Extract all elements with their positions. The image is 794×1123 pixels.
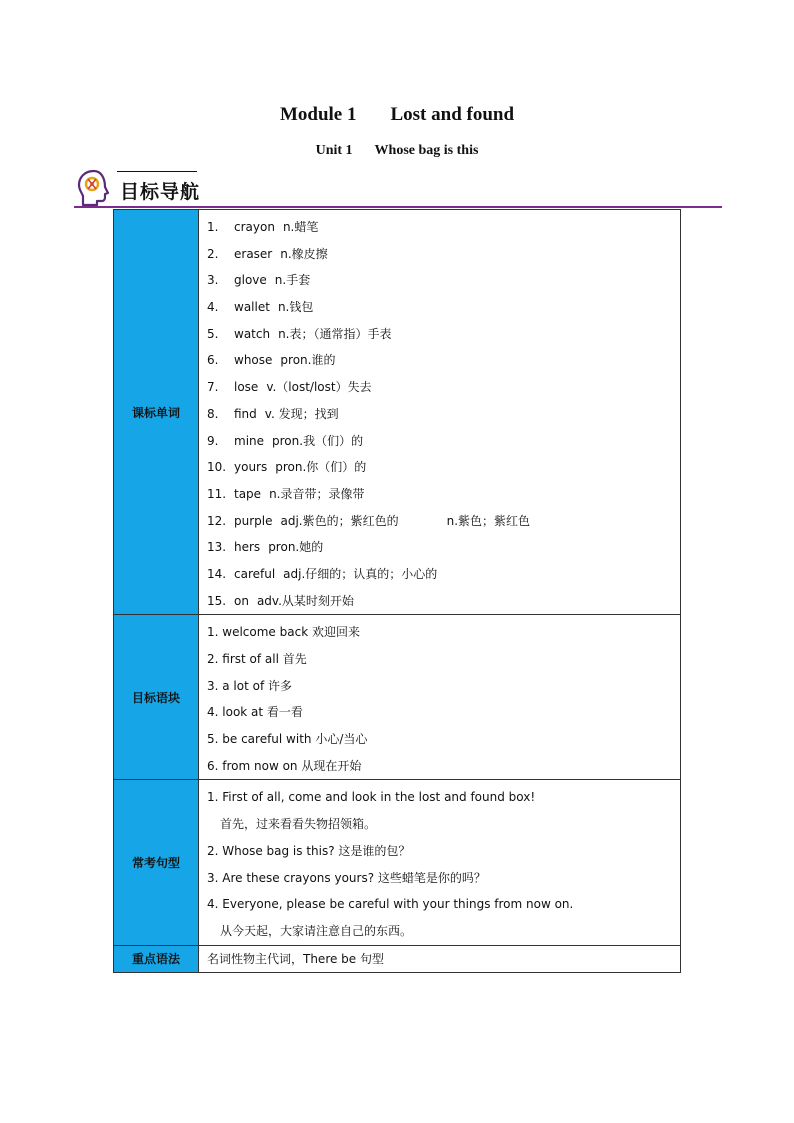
- list-item: 4. wallet n.钱包: [207, 300, 314, 315]
- unit-name: Whose bag is this: [374, 143, 479, 158]
- list-item: 1. welcome back 欢迎回来: [207, 625, 360, 640]
- vocab-label: 课标单词: [114, 210, 199, 615]
- list-item: 15. on adv.从某时刻开始: [207, 593, 354, 608]
- list-item: 9. mine pron.我（们）的: [207, 433, 364, 448]
- list-item: 2. Whose bag is this? 这是谁的包？: [207, 843, 411, 858]
- list-item-translation: 从今天起，大家请注意自己的东西。: [220, 923, 413, 938]
- list-item: 11. tape n.录音带；录像带: [207, 486, 365, 501]
- module-name: Lost and found: [390, 104, 515, 125]
- list-item: 1. First of all, come and look in the lost and found box!: [207, 790, 536, 805]
- grammar-row: [114, 945, 681, 972]
- list-item: 1. crayon n.蜡笔: [207, 220, 319, 234]
- unit-title: [0, 143, 794, 159]
- header-rule: [74, 206, 722, 208]
- list-item: 5. watch n.表；（通常指）手表: [207, 326, 392, 341]
- phrases-label: 目标语块: [114, 615, 199, 780]
- sentences-label: 常考句型: [114, 780, 199, 945]
- grammar-text: 名词性物主代词，There be 句型: [207, 951, 385, 966]
- list-item: 14. careful adj.仔细的；认真的；小心的: [207, 566, 438, 581]
- list-item: 5. be careful with 小心/当心: [207, 732, 368, 747]
- sentences-content: [199, 780, 681, 945]
- unit-number: Unit 1: [315, 143, 353, 158]
- list-item: 2. first of all 首先: [207, 652, 307, 666]
- list-item: 3. glove n.手套: [207, 273, 311, 288]
- list-item: 10. yours pron.你（们）的: [207, 460, 367, 475]
- list-item: 13. hers pron.她的: [207, 540, 324, 555]
- list-item: 12. purple adj.紫色的；紫红色的 n.紫色；紫红色: [207, 513, 531, 528]
- list-item: 7. lose v.（lost/lost）失去: [207, 380, 372, 395]
- list-item: 4. look at 看一看: [207, 705, 303, 720]
- list-item: 3. Are these crayons yours? 这些蜡笔是你的吗？: [207, 870, 486, 885]
- section-title: 目标导航: [120, 181, 201, 203]
- summary-table: [113, 209, 681, 973]
- sentences-row: [114, 780, 681, 945]
- list-item: 6. whose pron.谁的: [207, 353, 336, 368]
- vocab-content: [199, 210, 681, 615]
- list-item: 2. eraser n.橡皮擦: [207, 246, 328, 261]
- module-number: Module 1: [279, 104, 357, 125]
- list-item: 3. a lot of 许多: [207, 678, 293, 693]
- grammar-label: 重点语法: [114, 945, 199, 972]
- list-item: 6. from now on 从现在开始: [207, 758, 362, 773]
- list-item: 4. Everyone, please be careful with your things from now on.: [207, 897, 574, 912]
- list-item: 8. find v. 发现；找到: [207, 406, 339, 421]
- head-gear-icon: [74, 168, 114, 208]
- section-header: [74, 166, 722, 210]
- phrases-content: [199, 615, 681, 780]
- module-title: [0, 104, 794, 126]
- phrases-row: [114, 615, 681, 780]
- grammar-content: [199, 945, 681, 972]
- vocab-row: [114, 210, 681, 615]
- header-top-rule: [117, 171, 197, 172]
- list-item-translation: 首先，过来看看失物招领箱。: [220, 817, 377, 832]
